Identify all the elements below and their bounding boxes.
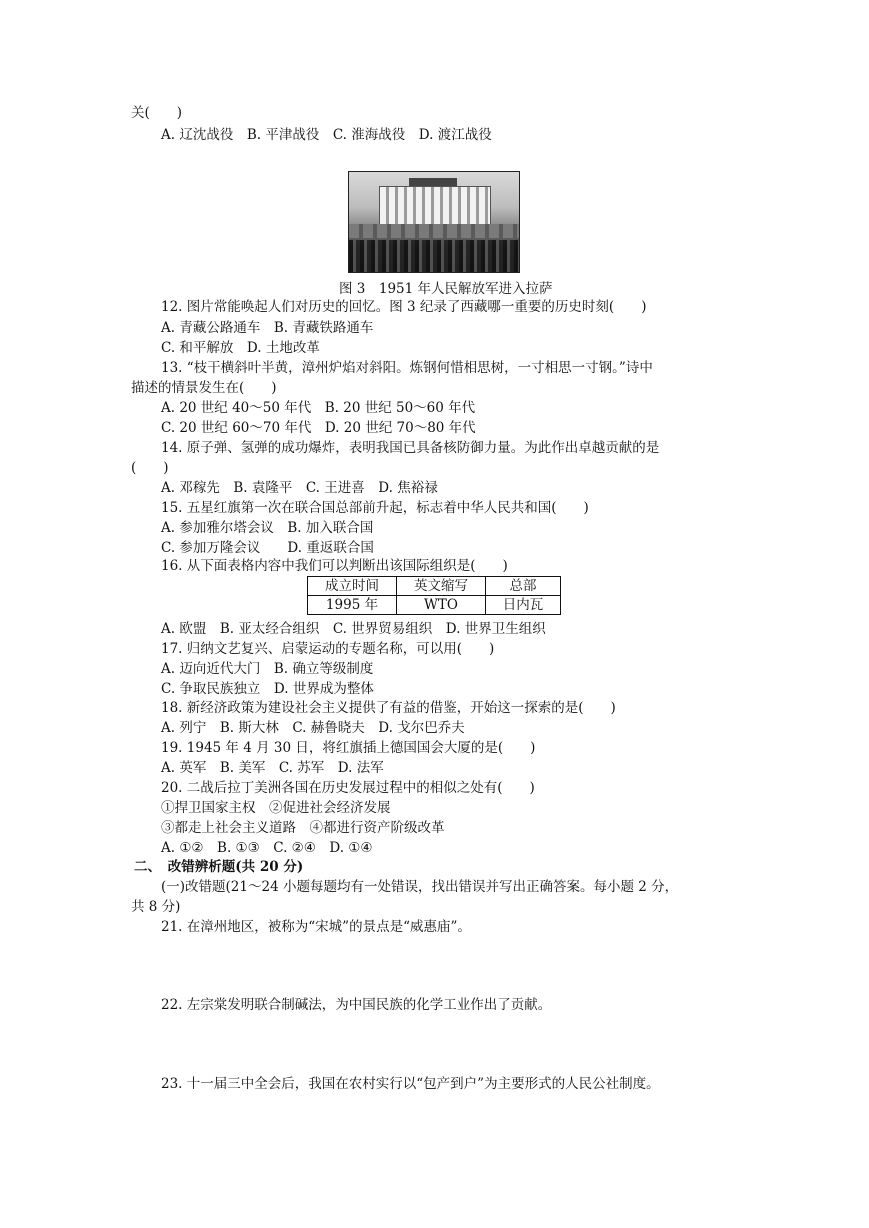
part1-instructions-1: (一)改错题(21～24 小题每题均有一处错误，找出错误并写出正确答案。每小题 2 分，	[161, 879, 679, 895]
q23-stem: 23. 十一届三中全会后，我国在农村实行以“包产到户”为主要形式的人民公社制度。	[161, 1076, 660, 1092]
table-cell: WTO	[397, 596, 486, 615]
q13-stem-2: 描述的情景发生在( )	[131, 380, 277, 396]
q14-stem-1: 14. 原子弹、氢弹的成功爆炸，表明我国已具备核防御力量。为此作出卓越贡献的是	[161, 440, 660, 456]
q15-stem: 15. 五星红旗第一次在联合国总部前升起，标志着中华人民共和国( )	[161, 500, 589, 516]
q19-options: A. 英军 B. 美军 C. 苏军 D. 法军	[161, 760, 384, 776]
q17-options-2: C. 争取民族独立 D. 世界成为整体	[161, 681, 374, 697]
part1-instructions-2: 共 8 分)	[131, 899, 181, 915]
q20-options: A. ①② B. ①③ C. ②④ D. ①④	[161, 840, 373, 856]
table-header-cell: 总部	[486, 577, 561, 596]
q17-options-1: A. 迈向近代大门 B. 确立等级制度	[161, 661, 374, 677]
q19-stem: 19. 1945 年 4 月 30 日，将红旗插上德国国会大厦的是( )	[161, 740, 536, 756]
q22-stem: 22. 左宗棠发明联合制碱法，为中国民族的化学工业作出了贡献。	[161, 997, 552, 1013]
q12-stem: 12. 图片常能唤起人们对历史的回忆。图 3 纪录了西藏哪一重要的历史时刻( )	[161, 299, 647, 315]
table-header-cell: 英文缩写	[397, 577, 486, 596]
table-cell: 1995 年	[308, 596, 397, 615]
q16-stem: 16. 从下面表格内容中我们可以判断出该国际组织是( )	[161, 558, 508, 574]
section2-title: 二、 改错辨析题(共 20 分)	[134, 859, 304, 875]
q12-options-1: A. 青藏公路通车 B. 青藏铁路通车	[161, 320, 374, 336]
q21-stem: 21. 在漳州地区，被称为“宋城”的景点是“威惠庙”。	[161, 919, 471, 935]
q18-stem: 18. 新经济政策为建设社会主义提供了有益的借鉴，开始这一探索的是( )	[161, 700, 616, 716]
q16-options: A. 欧盟 B. 亚太经合组织 C. 世界贸易组织 D. 世界卫生组织	[161, 621, 546, 637]
q20-statements-2: ③都走上社会主义道路 ④都进行资产阶级改革	[161, 820, 445, 836]
figure3-caption: 图 3 1951 年人民解放军进入拉萨	[339, 281, 553, 297]
q20-stem: 20. 二战后拉丁美洲各国在历史发展过程中的相似之处有( )	[161, 780, 535, 796]
table-cell: 日内瓦	[486, 596, 561, 615]
figure3-photo	[348, 171, 520, 273]
q11-options: A. 辽沈战役 B. 平津战役 C. 淮海战役 D. 渡江战役	[161, 127, 492, 143]
q14-options: A. 邓稼先 B. 袁隆平 C. 王进喜 D. 焦裕禄	[161, 480, 438, 496]
q15-options-2: C. 参加万隆会议 D. 重返联合国	[161, 540, 374, 556]
q13-options-1: A. 20 世纪 40～50 年代 B. 20 世纪 50～60 年代	[161, 400, 476, 416]
table-header-cell: 成立时间	[308, 577, 397, 596]
q12-options-2: C. 和平解放 D. 土地改革	[161, 340, 320, 356]
q14-stem-2: ( )	[131, 460, 169, 476]
q16-table	[307, 576, 561, 615]
q18-options: A. 列宁 B. 斯大林 C. 赫鲁晓夫 D. 戈尔巴乔夫	[161, 720, 465, 736]
q13-options-2: C. 20 世纪 60～70 年代 D. 20 世纪 70～80 年代	[161, 420, 476, 436]
q13-stem-1: 13. “枝干横斜叶半黄，漳州炉焰对斜阳。炼钢何惜相思树，一寸相思一寸钢。”诗中	[161, 360, 653, 376]
q11-tail: 关( )	[131, 105, 183, 121]
q15-options-1: A. 参加雅尔塔会议 B. 加入联合国	[161, 520, 374, 536]
q17-stem: 17. 归纳文艺复兴、启蒙运动的专题名称，可以用( )	[161, 641, 495, 657]
q20-statements-1: ①捍卫国家主权 ②促进社会经济发展	[161, 800, 391, 816]
